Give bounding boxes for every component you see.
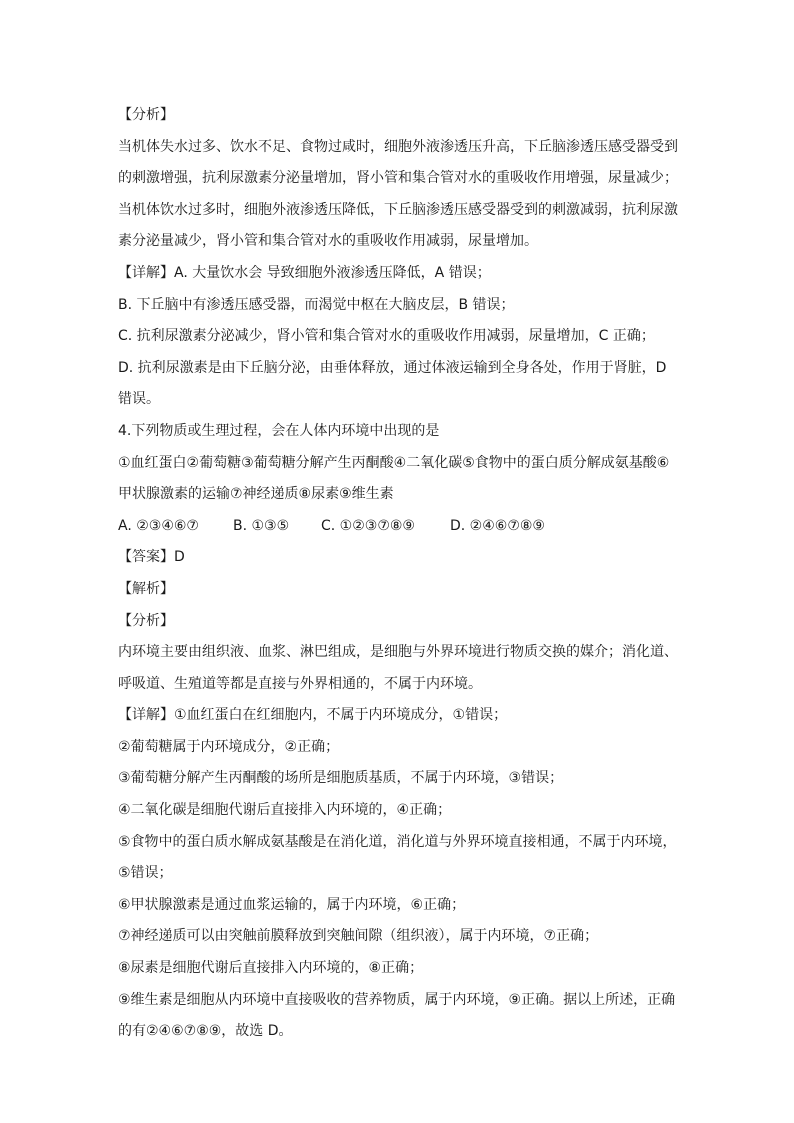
text-line: 当机体失水过多、饮水不足、食物过咸时，细胞外液渗透压升高，下丘脑渗透压感受器受到 [118,138,678,155]
detail-line: ⑤错误； [118,865,173,882]
option-b: B. ①③⑤ [233,517,290,534]
detail-line: ②葡萄糖属于内环境成分，②正确； [118,738,340,755]
detail-line: ⑤食物中的蛋白质水解成氨基酸是在消化道，消化道与外界环境直接相通，不属于内环境， [118,833,677,850]
detail-line: ⑥甲状腺激素是通过血浆运输的，属于内环境，⑥正确； [118,896,466,913]
text-line: 的刺激增强，抗利尿激素分泌量增加，肾小管和集合管对水的重吸收作用增强，尿量减少； [118,170,678,187]
text-line: 呼吸道、生殖道等都是直接与外界相通的，不属于内环境。 [118,675,482,692]
option-c: C. ①②③⑦⑧⑨ [321,517,415,534]
analysis-heading: 【分析】 [118,107,174,123]
answer-line: 【答案】D [118,549,185,566]
detail-line: 的有②④⑥⑦⑧⑨，故选 D。 [118,1023,293,1040]
text-line: 内环境主要由组织液、血浆、淋巴组成，是细胞与外界环境进行物质交换的媒介；消化道、 [118,644,678,661]
option-d: D. ②④⑥⑦⑧⑨ [450,517,545,534]
detail-line: ⑦神经递质可以由突触前膜释放到突触间隙（组织液），属于内环境，⑦正确； [118,928,599,945]
detail-line: B. 下丘脑中有渗透压感受器，而渴觉中枢在大脑皮层，B 错误； [118,296,515,313]
detail-line: ⑨维生素是细胞从内环境中直接吸收的营养物质，属于内环境，⑨正确。据以上所述，正确 [118,991,676,1008]
question-items: 甲状腺激素的运输⑦神经递质⑧尿素⑨维生素 [118,486,394,503]
detail-line: ⑧尿素是细胞代谢后直接排入内环境的，⑧正确； [118,960,424,977]
question-stem: 4.下列物质或生理过程，会在人体内环境中出现的是 [118,422,440,439]
text-line: 素分泌量减少，肾小管和集合管对水的重吸收作用减弱，尿量增加。 [118,233,538,250]
detail-line: 【详解】A. 大量饮水会 导致细胞外液渗透压降低，A 错误； [118,264,491,281]
detail-line: 【详解】①血红蛋白在红细胞内，不属于内环境成分，①错误； [118,707,508,724]
explanation-heading: 【解析】 [118,580,174,597]
detail-line: 错误。 [118,391,160,408]
option-a: A. ②③④⑥⑦ [118,517,199,534]
answer-options [118,511,678,543]
document-page [118,100,678,1048]
detail-line: ④二氧化碳是细胞代谢后直接排入内环境的，④正确； [118,802,452,819]
detail-line: ③葡萄糖分解产生丙酮酸的场所是细胞质基质，不属于内环境，③错误； [118,770,564,787]
detail-line: D. 抗利尿激素是由下丘脑分泌，由垂体释放，通过体液运输到全身各处，作用于肾脏，D [118,359,667,376]
text-line: 当机体饮水过多时，细胞外液渗透压降低，下丘脑渗透压感受器受到的刺激减弱，抗利尿激 [118,201,678,218]
question-items: ①血红蛋白②葡萄糖③葡萄糖分解产生丙酮酸④二氧化碳⑤食物中的蛋白质分解成氨基酸⑥ [118,454,670,471]
analysis-heading: 【分析】 [118,612,174,629]
detail-line: C. 抗利尿激素分泌减少，肾小管和集合管对水的重吸收作用减弱，尿量增加，C 正确； [118,328,655,345]
